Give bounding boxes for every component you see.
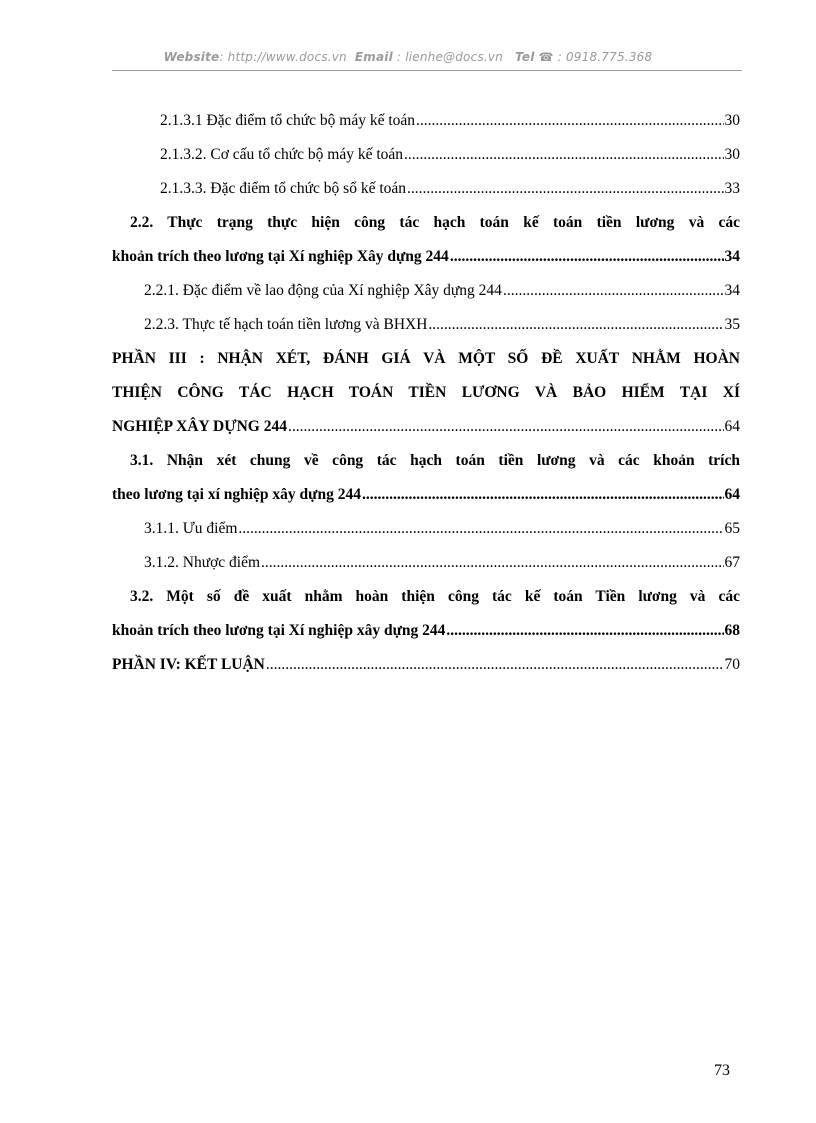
toc-entry-3-1-1[interactable]: 3.1.1. Ưu điểm ..... 65 bbox=[112, 512, 740, 546]
toc-entry-line: 3.1. Nhận xét chung về công tác hạch toán tiền lương và các khoản trích bbox=[130, 452, 740, 469]
toc-page-number: 34 bbox=[724, 282, 740, 299]
website-label: Website bbox=[163, 50, 220, 64]
toc-page-number: 34 bbox=[724, 248, 740, 265]
toc-page-number: 68 bbox=[724, 622, 740, 639]
page-header bbox=[0, 50, 816, 64]
toc-entry-2-2-3[interactable]: 2.2.3. Thực tế hạch toán tiền lương và BHXH ..... 35 bbox=[112, 308, 740, 342]
website-value: : http://www.docs.vn bbox=[219, 50, 347, 64]
table-of-contents bbox=[112, 104, 740, 682]
toc-page-number: 30 bbox=[724, 146, 740, 163]
toc-entry-2-1-3-1[interactable]: 2.1.3.1 Đặc điểm tổ chức bộ máy kế toán ..... 30 bbox=[112, 104, 740, 138]
toc-entry-line: THIỆN CÔNG TÁC HẠCH TOÁN TIỀN LƯƠNG VÀ BẢO HIỂM TẠI XÍ bbox=[112, 384, 740, 401]
toc-page-number: 64 bbox=[724, 486, 740, 503]
email-label: Email bbox=[354, 50, 393, 64]
toc-page-number: 67 bbox=[724, 554, 740, 571]
toc-page-number: 64 bbox=[724, 418, 740, 435]
toc-entry-phan-iii[interactable]: PHẦN III : NHẬN XÉT, ĐÁNH GIÁ VÀ MỘT SỐ ĐỀ XUẤT NHẰM HOÀN THIỆN CÔNG TÁC HẠCH TOÁN TIỀN LƯƠNG VÀ BẢO HIỂM TẠI XÍ NGHIỆP XÂY DỰNG 244 ..... 64 bbox=[112, 342, 740, 444]
email-value: : lienhe@docs.vn bbox=[392, 50, 503, 64]
toc-entry-phan-iv[interactable]: PHẦN IV: KẾT LUẬN ..... 70 bbox=[112, 648, 740, 682]
page-number: 73 bbox=[714, 1062, 730, 1079]
toc-page-number: 35 bbox=[724, 316, 740, 333]
toc-entry-3-1[interactable]: 3.1. Nhận xét chung về công tác hạch toán tiền lương và các khoản trích theo lương tại xí nghiệp xây dựng 244 ..... 64 bbox=[112, 444, 740, 512]
toc-entry-2-2[interactable]: 2.2. Thực trạng thực hiện công tác hạch toán kế toán tiền lương và các khoản trích theo lương tại Xí nghiệp Xây dựng 244 ..... 34 bbox=[112, 206, 740, 274]
toc-entry-line: PHẦN III : NHẬN XÉT, ĐÁNH GIÁ VÀ MỘT SỐ ĐỀ XUẤT NHẰM HOÀN bbox=[112, 350, 740, 367]
tel-label: Tel bbox=[515, 50, 535, 64]
toc-page-number: 30 bbox=[724, 112, 740, 129]
tel-value: ☎ : 0918.775.368 bbox=[538, 50, 653, 64]
toc-entry-2-1-3-3[interactable]: 2.1.3.3. Đặc điểm tổ chức bộ sổ kế toán ..... 33 bbox=[112, 172, 740, 206]
toc-entry-line: 3.2. Một số đề xuất nhằm hoàn thiện công tác kế toán Tiền lương và các bbox=[130, 588, 740, 605]
header-divider bbox=[112, 70, 742, 71]
toc-entry-2-2-1[interactable]: 2.2.1. Đặc điểm về lao động của Xí nghiệp Xây dựng 244 ..... 34 bbox=[112, 274, 740, 308]
toc-entry-2-1-3-2[interactable]: 2.1.3.2. Cơ cấu tổ chức bộ máy kế toán ..... 30 bbox=[112, 138, 740, 172]
toc-entry-3-1-2[interactable]: 3.1.2. Nhược điểm ..... 67 bbox=[112, 546, 740, 580]
toc-entry-line: 2.2. Thực trạng thực hiện công tác hạch toán kế toán tiền lương và các bbox=[130, 214, 740, 231]
toc-page-number: 65 bbox=[724, 520, 740, 537]
toc-entry-3-2[interactable]: 3.2. Một số đề xuất nhằm hoàn thiện công tác kế toán Tiền lương và các khoản trích theo lương tại Xí nghiệp xây dựng 244 ..... 68 bbox=[112, 580, 740, 648]
toc-page-number: 33 bbox=[724, 180, 740, 197]
toc-page-number: 70 bbox=[724, 656, 740, 673]
